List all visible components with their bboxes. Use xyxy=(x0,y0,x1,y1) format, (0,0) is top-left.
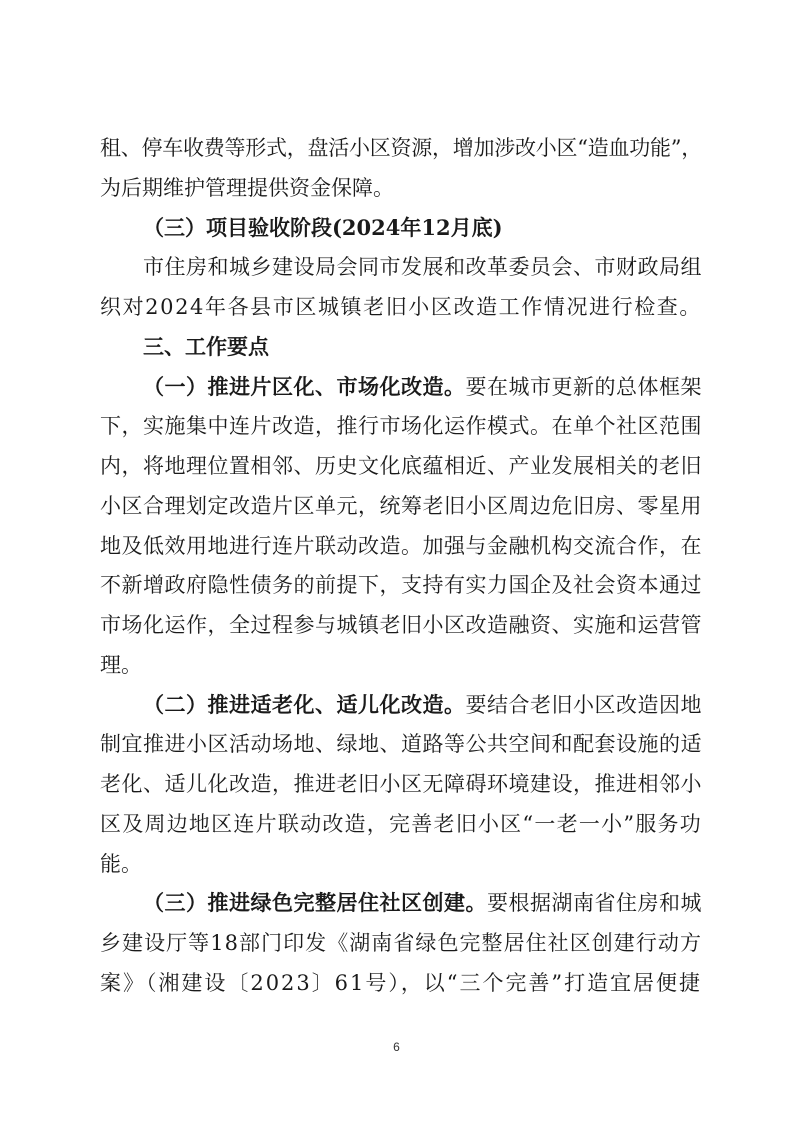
body-text: 制宜推进小区活动场地、绿地、道路等公共空间和配套设施的适 xyxy=(100,732,702,757)
text-line xyxy=(100,287,702,327)
line-content xyxy=(100,844,142,884)
line-content xyxy=(143,247,702,287)
text-line xyxy=(143,367,702,407)
text-line xyxy=(100,724,702,764)
line-content xyxy=(100,565,702,605)
line-content xyxy=(100,724,702,764)
body-text: 要在城市更新的总体框架 xyxy=(465,374,702,399)
bold-lead-in: （一）推进片区化、市场化改造。 xyxy=(143,373,466,399)
bold-lead-in: （三）推进绿色完整居住社区创建。 xyxy=(143,890,487,916)
text-line xyxy=(100,963,702,1003)
body-text: 租、停车收费等形式，盘活小区资源，增加涉改小区“造血功能”， xyxy=(100,136,702,160)
line-content xyxy=(100,287,702,327)
text-line xyxy=(100,764,702,804)
body-text: 地及低效用地进行连片联动改造。加强与金融机构交流合作，在 xyxy=(100,533,702,558)
line-content xyxy=(100,804,702,844)
body-text: 要根据湖南省住房和城 xyxy=(487,891,702,916)
text-line xyxy=(100,565,702,605)
text-line xyxy=(100,645,702,685)
body-text: 乡建设厅等18部门印发《湖南省绿色完整居住社区创建行动方 xyxy=(100,931,702,955)
line-content xyxy=(100,605,702,645)
section-heading xyxy=(143,327,702,367)
body-text: 内，将地理位置相邻、历史文化底蕴相近、产业发展相关的老旧 xyxy=(100,454,702,478)
body-text: 小区合理划定改造片区单元，统筹老旧小区周边危旧房、零星用 xyxy=(100,493,702,518)
text-line xyxy=(100,844,702,884)
text-line xyxy=(100,804,702,844)
text-line xyxy=(100,168,702,208)
line-content xyxy=(100,446,702,486)
line-content xyxy=(100,963,702,1003)
body-text: 理。 xyxy=(100,652,142,677)
bold-lead-in: （二）推进适老化、适儿化改造。 xyxy=(143,691,466,717)
text-line xyxy=(143,685,702,725)
body-text: 能。 xyxy=(100,851,142,876)
text-line xyxy=(100,406,702,446)
body-text: 不新增政府隐性债务的前提下，支持有实力国企及社会资本通过 xyxy=(100,573,702,598)
line-content xyxy=(143,327,269,367)
body-text: 织对2024年各县市区城镇老旧小区改造工作情况进行检查。 xyxy=(100,295,702,319)
line-content xyxy=(100,406,702,446)
line-content xyxy=(100,168,394,208)
line-content xyxy=(143,367,702,407)
bold-lead-in: （三）项目验收阶段(2024年12月底) xyxy=(143,214,503,240)
line-content xyxy=(100,923,702,963)
line-content xyxy=(100,526,702,566)
text-line xyxy=(143,247,702,287)
text-line xyxy=(100,486,702,526)
line-content xyxy=(100,128,702,168)
bold-lead-in: 三、工作要点 xyxy=(143,333,269,359)
line-content xyxy=(143,685,702,725)
line-content xyxy=(143,208,503,248)
line-content xyxy=(100,486,702,526)
body-text: 要结合老旧小区改造因地 xyxy=(465,692,702,717)
body-text: 市场化运作，全过程参与城镇老旧小区改造融资、实施和运营管 xyxy=(100,613,702,637)
body-text: 下，实施集中连片改造，推行市场化运作模式。在单个社区范围 xyxy=(100,414,702,439)
body-text: 市住房和城乡建设局会同市发展和改革委员会、市财政局组 xyxy=(143,255,702,280)
text-line xyxy=(100,923,702,963)
text-line xyxy=(100,605,702,645)
line-content xyxy=(100,764,702,804)
page-number: 6 xyxy=(393,1040,400,1054)
body-text: 区及周边地区连片联动改造，完善老旧小区“一老一小”服务功 xyxy=(100,811,702,836)
text-line xyxy=(143,883,702,923)
text-line xyxy=(100,526,702,566)
line-content xyxy=(100,645,142,685)
line-content xyxy=(143,883,702,923)
text-line xyxy=(100,446,702,486)
body-text: 案》（湘建设〔2023〕61号），以“三个完善”打造宜居便捷 xyxy=(100,970,702,995)
text-line xyxy=(100,128,702,168)
body-text: 为后期维护管理提供资金保障。 xyxy=(100,175,394,200)
section-heading xyxy=(143,208,702,248)
body-text: 老化、适儿化改造，推进老旧小区无障碍环境建设，推进相邻小 xyxy=(100,772,702,796)
